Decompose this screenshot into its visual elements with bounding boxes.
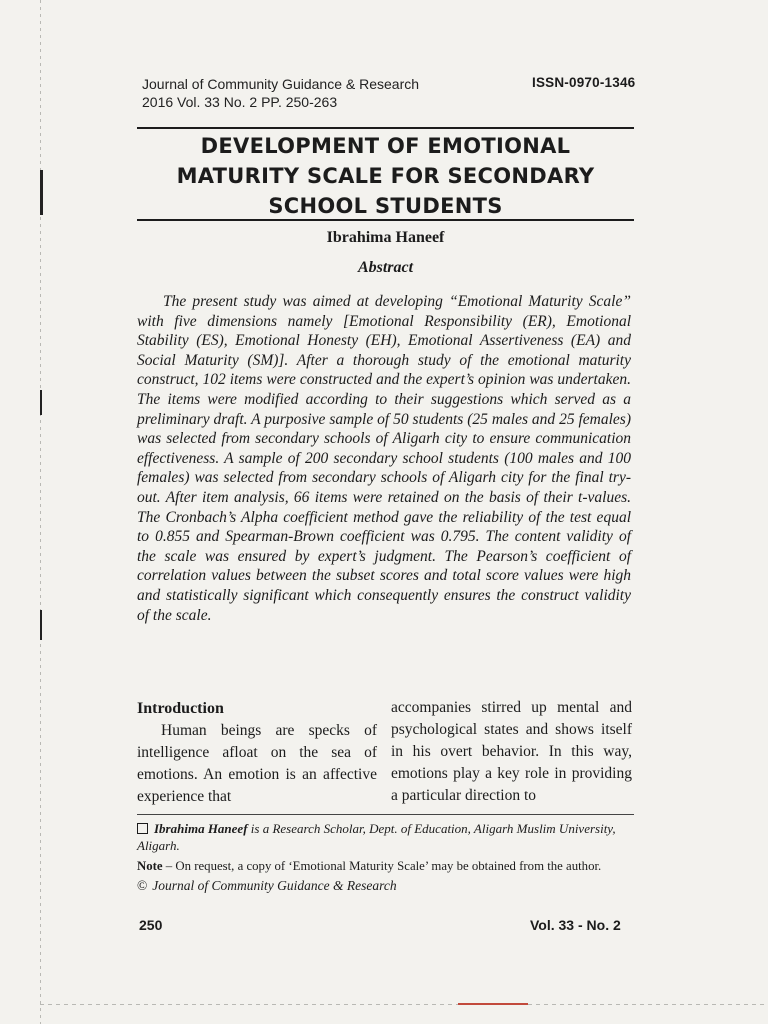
introduction-right-column: accompanies stirred up mental and psychological states and shows itself in his overt behavior. In this way, emotions play a key role in providing a particular direction to: [391, 699, 632, 804]
issn: ISSN-0970-1346: [532, 75, 636, 90]
scan-red-mark: [458, 1003, 528, 1005]
title-line: MATURITY SCALE FOR SECONDARY: [176, 164, 595, 188]
square-box-icon: [137, 823, 148, 834]
author-name: Ibrahima Haneef: [326, 229, 445, 246]
page-number: 250: [139, 917, 163, 933]
note-line: [137, 858, 634, 875]
scan-binding-mark: [40, 390, 42, 415]
introduction-heading: Introduction: [137, 700, 224, 717]
journal-name: Journal of Community Guidance & Research: [142, 76, 420, 92]
journal-header: [142, 75, 419, 111]
title-rule-top: [137, 127, 634, 129]
footnote-rule: [137, 814, 634, 815]
copyright-line: [137, 877, 397, 894]
page-edge: [40, 0, 41, 1024]
volume-footer: Vol. 33 - No. 2: [530, 917, 621, 933]
footnote-author-name: Ibrahima Haneef: [154, 821, 248, 836]
title-line: DEVELOPMENT OF EMOTIONAL: [200, 134, 571, 158]
issue-info: 2016 Vol. 33 No. 2 PP. 250-263: [142, 94, 338, 110]
title-rule-bottom: [137, 219, 634, 221]
author-footnote: [137, 820, 634, 854]
abstract-text: The present study was aimed at developing “Emotional Maturity Scale” with five dimensions namely [Emotional Responsibility (ER), Emotional Stability (ES), Emotional Honesty (EH), Emotional Assertiveness (EA) and Social Maturity (SM)]. After a thorough study of the emotional maturity construct, 102 items were constructed and the expert’s opinion was undertaken. The items were modified according to their suggestions which served as a preliminary draft. A purposive sample of 50 students (25 males and 25 females) was selected from secondary schools of Aligarh city to ensure communication effectiveness. A sample of 200 secondary school students (100 males and 100 females) was selected from secondary schools of Aligarh city for the final try-out. After item analysis, 66 items were retained on the basis of their t-values. The Cronbach’s Alpha coefficient method gave the reliability of the test equal to 0.855 and Spearman-Brown coefficient was 0.795. The content validity of the scale was ensured by expert’s judgment. The Pearson’s coefficient of correlation values between the subset scores and total score values were high and statistically significant which consequently ensures the construct validity of the scale.: [137, 293, 631, 624]
page-bottom-edge: [40, 1004, 768, 1005]
footnote-affiliation: is a Research Scholar, Dept. of Education, Aligarh Muslim University, Aligarh.: [137, 821, 616, 853]
article-title: [137, 131, 634, 221]
abstract-heading: Abstract: [357, 259, 414, 276]
title-line: SCHOOL STUDENTS: [268, 194, 503, 218]
introduction-left-column: Human beings are specks of intelligence afloat on the sea of emotions. An emotion is an affective experience that: [137, 722, 377, 805]
scan-binding-mark: [40, 610, 42, 640]
copyright-text: Journal of Community Guidance & Research: [152, 878, 397, 893]
note-text: – On request, a copy of ‘Emotional Maturity Scale’ may be obtained from the author.: [162, 859, 602, 873]
copyright-icon: ©: [137, 878, 148, 893]
scan-binding-mark: [40, 170, 43, 215]
note-label: Note: [137, 859, 163, 873]
